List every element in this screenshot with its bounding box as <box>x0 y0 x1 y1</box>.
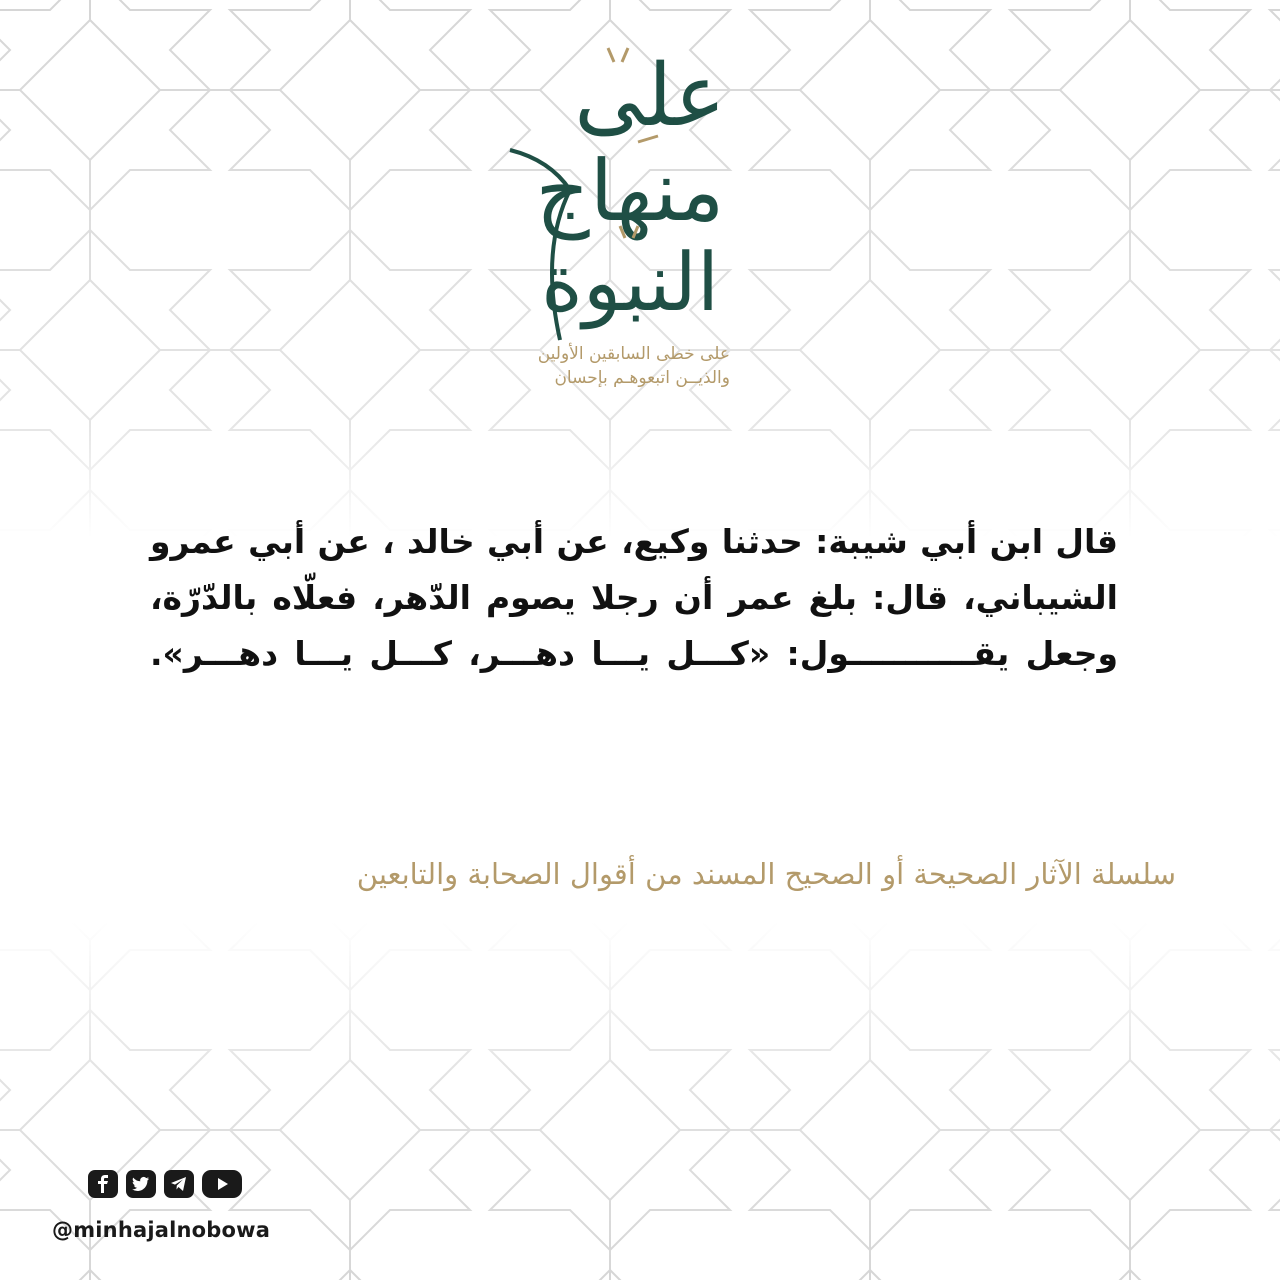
logo-tagline <box>440 342 730 390</box>
facebook-icon[interactable] <box>88 1170 118 1198</box>
logo-word-ala: على <box>574 46 726 146</box>
twitter-icon[interactable] <box>126 1170 156 1198</box>
logo-word-minhaj: منهاج <box>535 142 725 240</box>
social-handle[interactable]: @minhajalnobowa <box>52 1218 271 1242</box>
minhaj-alnobowa-logo <box>480 30 800 350</box>
tagline-line-2: والذيــن اتبعوهـم بإحسان <box>554 368 730 388</box>
logo-word-nobowa: النبوة <box>540 236 720 329</box>
telegram-icon[interactable] <box>164 1170 194 1198</box>
youtube-icon[interactable] <box>202 1170 242 1198</box>
social-icons <box>88 1170 242 1198</box>
tagline-line-1: على خطى السابقين الأولين <box>537 344 730 364</box>
narration-text: قال ابن أبي شيبة: حدثنا وكيع، عن أبي خالد ، عن أبي عمرو الشيباني، قال: بلغ عمر أن رجلا يصوم الدّهر، فعلّاه بالدّرّة، وجعل يقـــــــــــول: «كـــل يـــا دهـــر، كـــل يـــا دهـــر». <box>150 522 1118 673</box>
series-title: سلسلة الآثار الصحيحة أو الصحيح المسند من أقوال الصحابة والتابعين <box>356 857 1176 891</box>
